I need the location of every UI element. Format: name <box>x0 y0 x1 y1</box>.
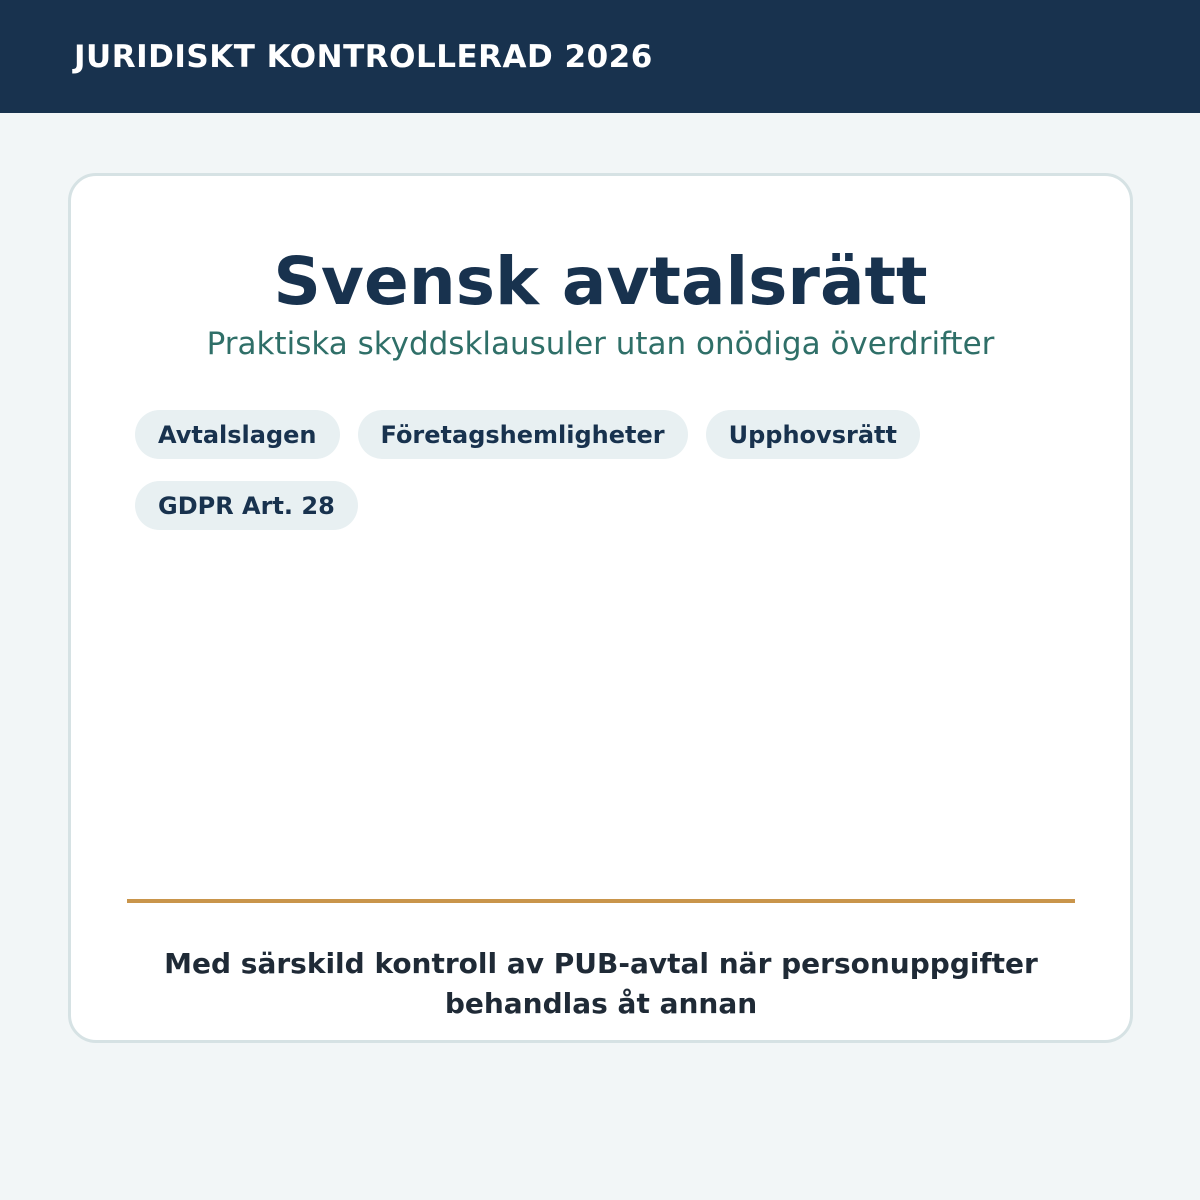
tag-list <box>135 410 1075 530</box>
tag-gdpr-art-28: GDPR Art. 28 <box>135 481 358 530</box>
page-subtitle: Praktiska skyddsklausuler utan onödiga överdrifter <box>206 326 995 362</box>
footer-note: Med särskild kontroll av PUB-avtal när personuppgifter behandlas åt annan <box>164 947 1038 1020</box>
divider-line <box>127 899 1075 903</box>
tag-avtalslagen: Avtalslagen <box>135 410 340 459</box>
banner-title: JURIDISKT KONTROLLERAD 2026 <box>74 39 653 75</box>
tag-foretagshemligheter: Företagshemligheter <box>358 410 688 459</box>
page-title: Svensk avtalsrätt <box>273 243 928 320</box>
content-card <box>68 173 1133 1043</box>
tag-upphovsratt: Upphovsrätt <box>706 410 920 459</box>
top-banner <box>0 0 1200 113</box>
